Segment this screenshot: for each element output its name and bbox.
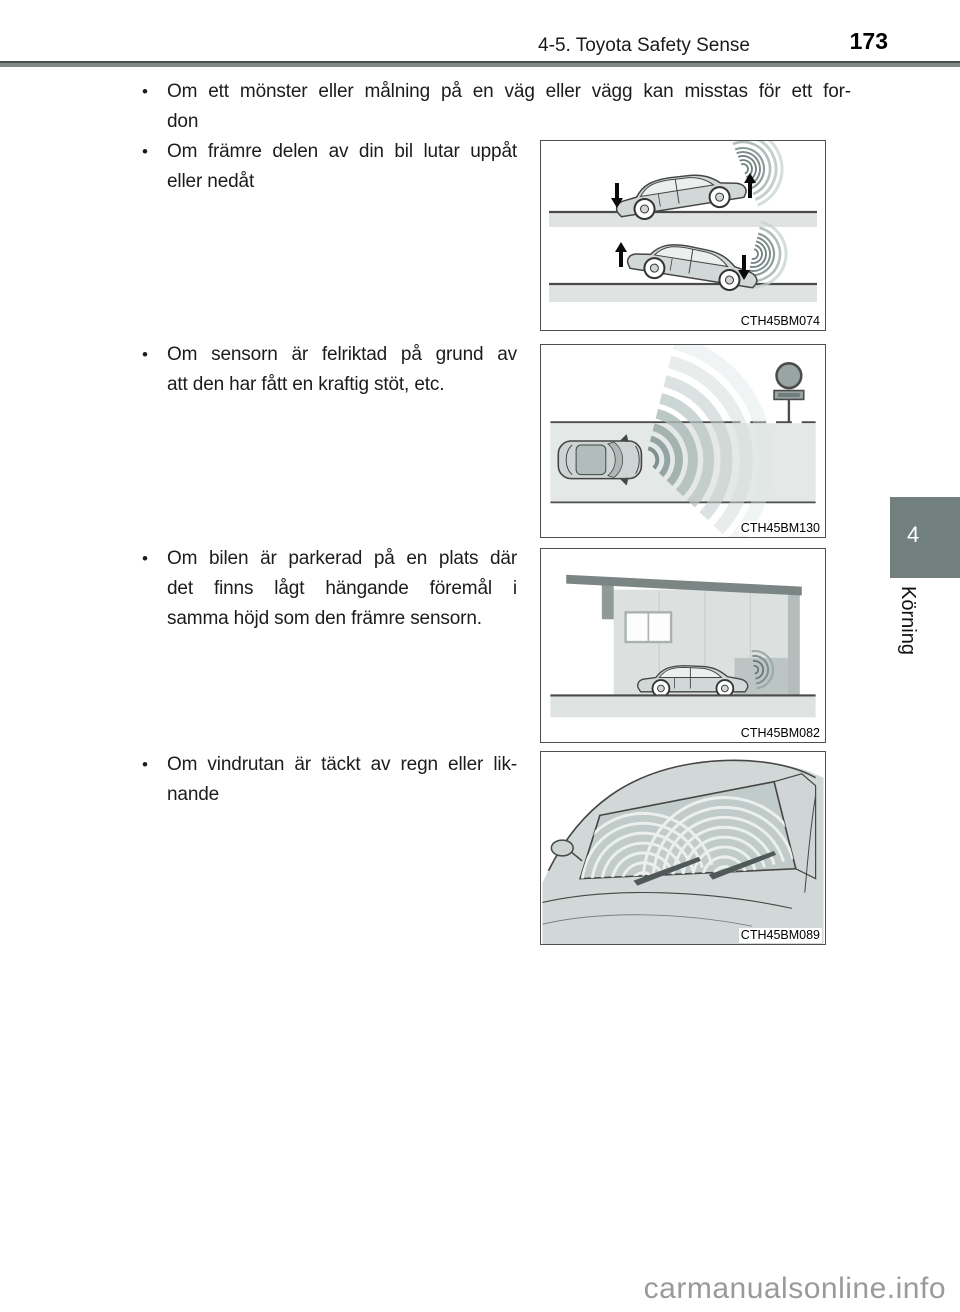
figure-caption: CTH45BM089 xyxy=(740,928,820,942)
body-text-line: Om vindrutan är täckt av regn eller lik- xyxy=(167,754,517,775)
section-title: 4-5. Toyota Safety Sense xyxy=(538,35,750,56)
bullet-marker: • xyxy=(142,755,148,774)
bullet-item-windshield-rain xyxy=(142,750,517,810)
windshield-rain-illustration xyxy=(541,752,825,944)
body-text-line: eller nedåt xyxy=(167,171,255,192)
body-text-line: Om ett mönster eller målning på en väg eller vägg kan misstas för ett for- xyxy=(167,81,851,102)
bullet-marker: • xyxy=(142,345,148,364)
left-pillar xyxy=(602,584,614,620)
body-text-line: Om främre delen av din bil lutar uppåt xyxy=(167,141,517,162)
figure-car-tilt xyxy=(540,140,826,331)
right-pillar xyxy=(788,594,800,696)
body-text-line: don xyxy=(167,111,199,132)
bullet-item-pattern-on-road xyxy=(142,77,851,137)
bullet-marker: • xyxy=(142,82,148,101)
figure-sensor-misaligned xyxy=(540,344,826,538)
body-text-line: nande xyxy=(167,784,220,805)
road-sign-icon xyxy=(774,363,804,422)
bullet-marker: • xyxy=(142,549,148,568)
carport-illustration xyxy=(541,549,825,742)
figure-carport xyxy=(540,548,826,743)
bullet-marker: • xyxy=(142,142,148,161)
body-text-line: Om bilen är parkerad på en plats där xyxy=(167,548,517,569)
figure-caption: CTH45BM074 xyxy=(740,314,820,328)
body-text-line: samma höjd som den främre sensorn. xyxy=(167,608,482,629)
chapter-label-vertical: Körning xyxy=(897,586,919,655)
bullet-item-parked-low-object xyxy=(142,544,517,634)
chapter-number: 4 xyxy=(907,522,920,547)
body-text-line: att den har fått en kraftig stöt, etc. xyxy=(167,374,445,395)
figure-caption: CTH45BM130 xyxy=(740,521,820,535)
header-rule xyxy=(0,61,960,67)
body-text-line: det finns lågt hängande föremål i xyxy=(167,578,517,599)
up-arrow-icon xyxy=(615,242,627,267)
watermark-text: carmanualsonline.info xyxy=(643,1272,946,1305)
bullet-item-car-tilt xyxy=(142,137,517,197)
figure-caption: CTH45BM082 xyxy=(740,726,820,740)
figure-windshield-rain xyxy=(540,751,826,945)
car-top-view xyxy=(558,434,641,485)
ground xyxy=(550,695,815,717)
window xyxy=(626,612,672,642)
road xyxy=(549,212,817,227)
car-tilt-illustration xyxy=(541,141,825,330)
chapter-tab xyxy=(890,497,960,578)
body-text-line: Om sensorn är felriktad på grund av xyxy=(167,344,517,365)
sensor-misaligned-illustration xyxy=(541,345,825,537)
page-number: 173 xyxy=(849,28,888,54)
road xyxy=(549,284,817,302)
bullet-item-sensor-misaligned xyxy=(142,340,517,400)
